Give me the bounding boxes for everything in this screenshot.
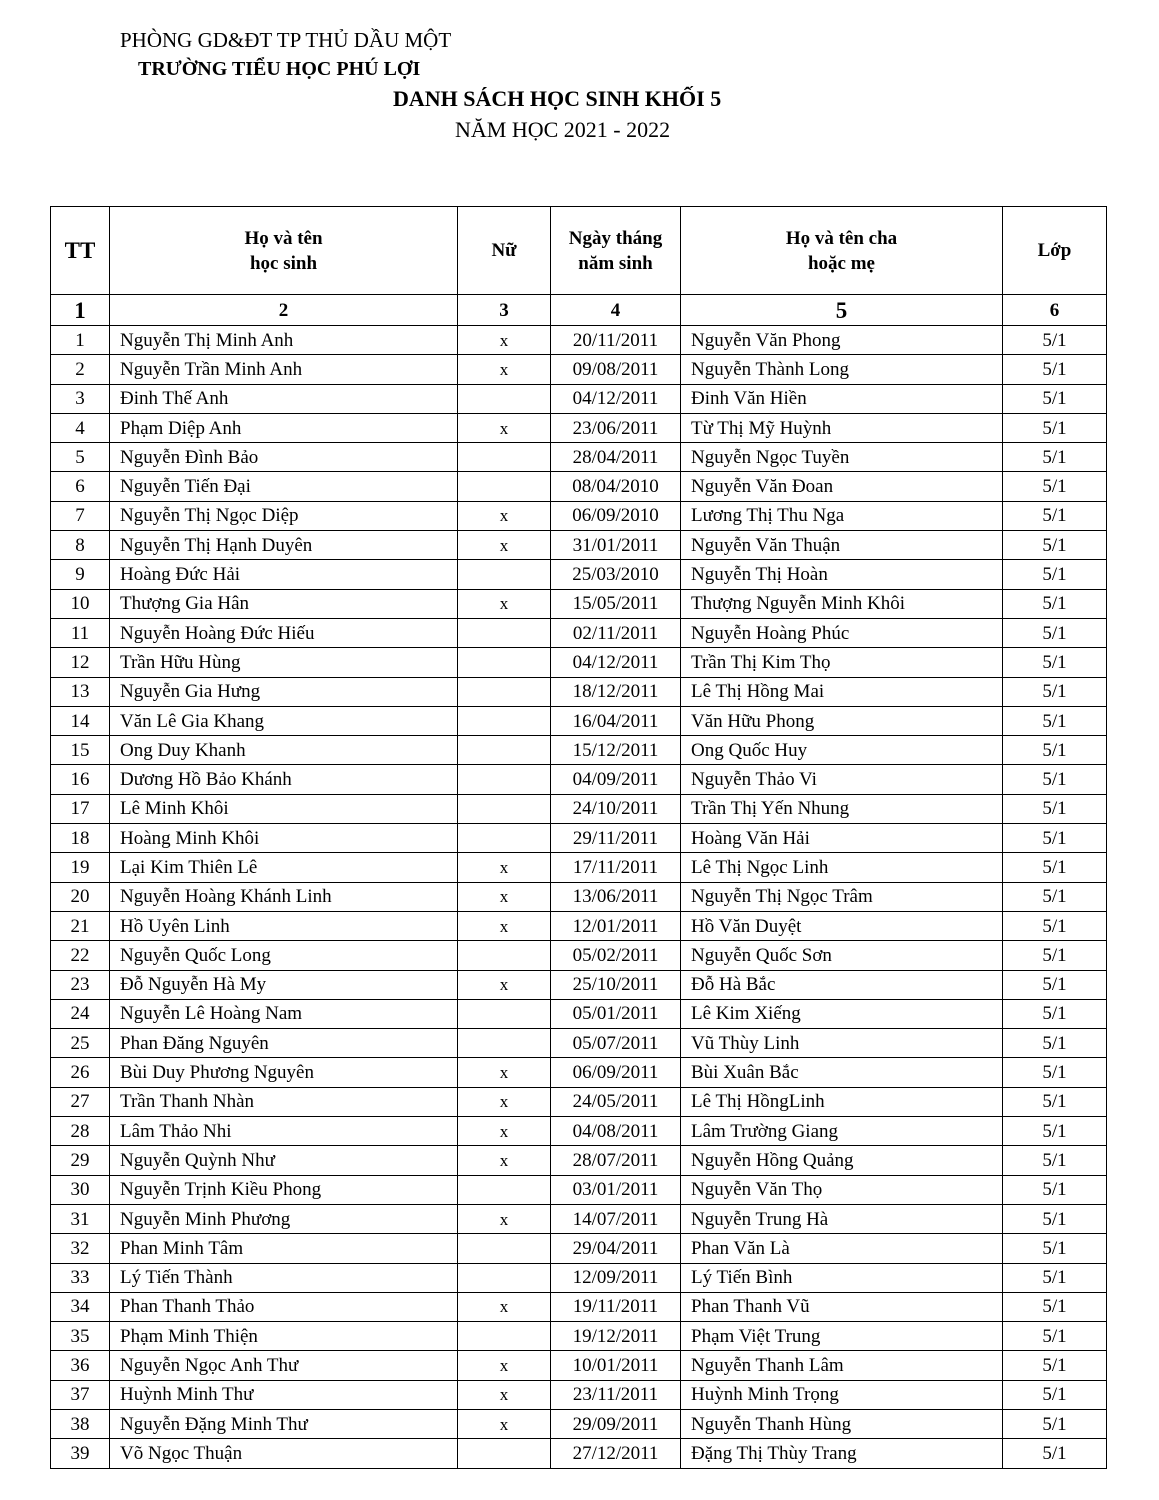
student-name: Bùi Duy Phương Nguyên: [110, 1058, 458, 1087]
parent-name: Lê Thị Ngọc Linh: [681, 853, 1003, 882]
class-name: 5/1: [1003, 677, 1107, 706]
table-row: [51, 1029, 1107, 1058]
female-mark: [458, 1439, 551, 1468]
parent-name: Từ Thị Mỹ Huỳnh: [681, 413, 1003, 442]
row-number: 30: [51, 1175, 110, 1204]
student-name: Nguyễn Ngọc Anh Thư: [110, 1351, 458, 1380]
student-name: Hồ Uyên Linh: [110, 911, 458, 940]
date-of-birth: 13/06/2011: [551, 882, 681, 911]
table-row: [51, 1380, 1107, 1409]
student-name: Nguyễn Trịnh Kiều Phong: [110, 1175, 458, 1204]
row-number: 38: [51, 1409, 110, 1438]
student-name: Phan Đăng Nguyên: [110, 1029, 458, 1058]
table-row: [51, 501, 1107, 530]
parent-name: Đặng Thị Thùy Trang: [681, 1439, 1003, 1468]
row-number: 20: [51, 882, 110, 911]
table-row: [51, 853, 1107, 882]
date-of-birth: 29/11/2011: [551, 824, 681, 853]
class-name: 5/1: [1003, 824, 1107, 853]
female-mark: x: [458, 1146, 551, 1175]
table-row: [51, 443, 1107, 472]
female-mark: x: [458, 1204, 551, 1233]
table-row: [51, 1292, 1107, 1321]
female-mark: [458, 999, 551, 1028]
student-name: Hoàng Đức Hải: [110, 560, 458, 589]
date-of-birth: 25/10/2011: [551, 970, 681, 999]
female-mark: [458, 618, 551, 647]
row-number: 14: [51, 706, 110, 735]
row-number: 34: [51, 1292, 110, 1321]
parent-name: Trần Thị Yến Nhung: [681, 794, 1003, 823]
class-name: 5/1: [1003, 1409, 1107, 1438]
date-of-birth: 23/11/2011: [551, 1380, 681, 1409]
student-name: Phan Thanh Thảo: [110, 1292, 458, 1321]
class-name: 5/1: [1003, 618, 1107, 647]
row-number: 15: [51, 736, 110, 765]
table-row: [51, 911, 1107, 940]
date-of-birth: 15/05/2011: [551, 589, 681, 618]
date-of-birth: 06/09/2010: [551, 501, 681, 530]
class-name: 5/1: [1003, 443, 1107, 472]
table-row: [51, 824, 1107, 853]
header-dob-line2: năm sinh: [578, 252, 653, 274]
row-number: 2: [51, 355, 110, 384]
table-row: [51, 355, 1107, 384]
date-of-birth: 18/12/2011: [551, 677, 681, 706]
row-number: 5: [51, 443, 110, 472]
class-name: 5/1: [1003, 1322, 1107, 1351]
parent-name: Văn Hữu Phong: [681, 706, 1003, 735]
date-of-birth: 31/01/2011: [551, 531, 681, 560]
female-mark: [458, 794, 551, 823]
table-row: [51, 531, 1107, 560]
row-number: 9: [51, 560, 110, 589]
student-name: Huỳnh Minh Thư: [110, 1380, 458, 1409]
class-name: 5/1: [1003, 648, 1107, 677]
date-of-birth: 12/01/2011: [551, 911, 681, 940]
student-name: Hoàng Minh Khôi: [110, 824, 458, 853]
class-name: 5/1: [1003, 1204, 1107, 1233]
school-year: NĂM HỌC 2021 - 2022: [455, 117, 671, 142]
female-mark: [458, 824, 551, 853]
table-row: [51, 794, 1107, 823]
class-name: 5/1: [1003, 1058, 1107, 1087]
female-mark: x: [458, 1409, 551, 1438]
parent-name: Hoàng Văn Hải: [681, 824, 1003, 853]
header-class: Lớp: [1003, 207, 1107, 295]
student-list-table: [50, 206, 1107, 1469]
school-name: TRƯỜNG TIỂU HỌC PHÚ LỢI: [138, 58, 421, 80]
student-name: Nguyễn Quỳnh Như: [110, 1146, 458, 1175]
table-row: [51, 384, 1107, 413]
parent-name: Lê Thị Hồng Mai: [681, 677, 1003, 706]
parent-name: Lê Thị HồngLinh: [681, 1087, 1003, 1116]
table-row: [51, 882, 1107, 911]
student-name: Nguyễn Thị Ngọc Diệp: [110, 501, 458, 530]
student-name: Nguyễn Đặng Minh Thư: [110, 1409, 458, 1438]
parent-name: Lý Tiến Bình: [681, 1263, 1003, 1292]
student-name: Văn Lê Gia Khang: [110, 706, 458, 735]
female-mark: x: [458, 501, 551, 530]
table-row: [51, 677, 1107, 706]
student-name: Trần Thanh Nhàn: [110, 1087, 458, 1116]
row-number: 39: [51, 1439, 110, 1468]
parent-name: Nguyễn Văn Đoan: [681, 472, 1003, 501]
parent-name: Nguyễn Văn Thuận: [681, 531, 1003, 560]
parent-name: Nguyễn Thanh Hùng: [681, 1409, 1003, 1438]
table-row: [51, 618, 1107, 647]
class-name: 5/1: [1003, 501, 1107, 530]
date-of-birth: 10/01/2011: [551, 1351, 681, 1380]
date-of-birth: 04/12/2011: [551, 648, 681, 677]
female-mark: [458, 648, 551, 677]
parent-name: Lê Kim Xiếng: [681, 999, 1003, 1028]
column-number: 6: [1003, 295, 1107, 326]
header-dob: [551, 207, 681, 295]
class-name: 5/1: [1003, 794, 1107, 823]
row-number: 10: [51, 589, 110, 618]
student-name: Nguyễn Thị Hạnh Duyên: [110, 531, 458, 560]
row-number: 31: [51, 1204, 110, 1233]
student-name: Nguyễn Hoàng Khánh Linh: [110, 882, 458, 911]
row-number: 22: [51, 941, 110, 970]
parent-name: Phan Thanh Vũ: [681, 1292, 1003, 1321]
parent-name: Nguyễn Hồng Quảng: [681, 1146, 1003, 1175]
class-name: 5/1: [1003, 1087, 1107, 1116]
table-row: [51, 1322, 1107, 1351]
student-name: Nguyễn Đình Bảo: [110, 443, 458, 472]
parent-name: Phan Văn Là: [681, 1234, 1003, 1263]
date-of-birth: 03/01/2011: [551, 1175, 681, 1204]
female-mark: [458, 443, 551, 472]
class-name: 5/1: [1003, 1351, 1107, 1380]
row-number: 29: [51, 1146, 110, 1175]
date-of-birth: 15/12/2011: [551, 736, 681, 765]
header-parent-name: [681, 207, 1003, 295]
row-number: 21: [51, 911, 110, 940]
class-name: 5/1: [1003, 589, 1107, 618]
female-mark: [458, 1322, 551, 1351]
date-of-birth: 27/12/2011: [551, 1439, 681, 1468]
parent-name: Lâm Trường Giang: [681, 1117, 1003, 1146]
parent-name: Nguyễn Quốc Sơn: [681, 941, 1003, 970]
table-row: [51, 472, 1107, 501]
student-name: Nguyễn Lê Hoàng Nam: [110, 999, 458, 1028]
parent-name: Nguyễn Thanh Lâm: [681, 1351, 1003, 1380]
table-row: [51, 1439, 1107, 1468]
female-mark: x: [458, 1292, 551, 1321]
row-number: 4: [51, 413, 110, 442]
table-row: [51, 999, 1107, 1028]
table-row: [51, 1409, 1107, 1438]
parent-name: Nguyễn Thị Ngọc Trâm: [681, 882, 1003, 911]
female-mark: x: [458, 1117, 551, 1146]
date-of-birth: 12/09/2011: [551, 1263, 681, 1292]
class-name: 5/1: [1003, 706, 1107, 735]
date-of-birth: 19/11/2011: [551, 1292, 681, 1321]
parent-name: Nguyễn Thảo Vi: [681, 765, 1003, 794]
class-name: 5/1: [1003, 1292, 1107, 1321]
student-name: Lý Tiến Thành: [110, 1263, 458, 1292]
table-row: [51, 648, 1107, 677]
row-number: 17: [51, 794, 110, 823]
row-number: 25: [51, 1029, 110, 1058]
row-number: 33: [51, 1263, 110, 1292]
female-mark: x: [458, 970, 551, 999]
class-name: 5/1: [1003, 736, 1107, 765]
table-row: [51, 1204, 1107, 1233]
table-row: [51, 413, 1107, 442]
class-name: 5/1: [1003, 560, 1107, 589]
table-row: [51, 706, 1107, 735]
female-mark: [458, 736, 551, 765]
parent-name: Hồ Văn Duyệt: [681, 911, 1003, 940]
row-number: 1: [51, 326, 110, 355]
student-name: Nguyễn Trần Minh Anh: [110, 355, 458, 384]
student-name: Phan Minh Tâm: [110, 1234, 458, 1263]
class-name: 5/1: [1003, 384, 1107, 413]
female-mark: [458, 560, 551, 589]
column-number: 4: [551, 295, 681, 326]
class-name: 5/1: [1003, 999, 1107, 1028]
class-name: 5/1: [1003, 853, 1107, 882]
date-of-birth: 25/03/2010: [551, 560, 681, 589]
class-name: 5/1: [1003, 531, 1107, 560]
row-number: 36: [51, 1351, 110, 1380]
student-name: Nguyễn Quốc Long: [110, 941, 458, 970]
row-number: 32: [51, 1234, 110, 1263]
parent-name: Nguyễn Văn Phong: [681, 326, 1003, 355]
class-name: 5/1: [1003, 472, 1107, 501]
student-name: Lê Minh Khôi: [110, 794, 458, 823]
row-number: 19: [51, 853, 110, 882]
female-mark: [458, 765, 551, 794]
parent-name: Nguyễn Thị Hoàn: [681, 560, 1003, 589]
date-of-birth: 23/06/2011: [551, 413, 681, 442]
header-student-name-line2: học sinh: [249, 252, 318, 274]
table-row: [51, 765, 1107, 794]
student-name: Nguyễn Tiến Đại: [110, 472, 458, 501]
parent-name: Nguyễn Hoàng Phúc: [681, 618, 1003, 647]
class-name: 5/1: [1003, 1029, 1107, 1058]
date-of-birth: 17/11/2011: [551, 853, 681, 882]
female-mark: x: [458, 1058, 551, 1087]
row-number: 26: [51, 1058, 110, 1087]
class-name: 5/1: [1003, 970, 1107, 999]
student-name: Thượng Gia Hân: [110, 589, 458, 618]
class-name: 5/1: [1003, 326, 1107, 355]
female-mark: [458, 1175, 551, 1204]
student-name: Nguyễn Hoàng Đức Hiếu: [110, 618, 458, 647]
class-name: 5/1: [1003, 765, 1107, 794]
female-mark: x: [458, 355, 551, 384]
parent-name: Huỳnh Minh Trọng: [681, 1380, 1003, 1409]
female-mark: x: [458, 882, 551, 911]
date-of-birth: 28/04/2011: [551, 443, 681, 472]
female-mark: [458, 706, 551, 735]
date-of-birth: 08/04/2010: [551, 472, 681, 501]
column-number: 3: [458, 295, 551, 326]
student-name: Nguyễn Thị Minh Anh: [110, 326, 458, 355]
female-mark: x: [458, 413, 551, 442]
table-row: [51, 1058, 1107, 1087]
table-header-row: [51, 207, 1107, 295]
table-row: [51, 1263, 1107, 1292]
row-number: 6: [51, 472, 110, 501]
student-name: Phạm Minh Thiện: [110, 1322, 458, 1351]
female-mark: x: [458, 1087, 551, 1116]
date-of-birth: 09/08/2011: [551, 355, 681, 384]
date-of-birth: 14/07/2011: [551, 1204, 681, 1233]
date-of-birth: 29/04/2011: [551, 1234, 681, 1263]
parent-name: Vũ Thùy Linh: [681, 1029, 1003, 1058]
student-name: Lâm Thảo Nhi: [110, 1117, 458, 1146]
class-name: 5/1: [1003, 1234, 1107, 1263]
class-name: 5/1: [1003, 1439, 1107, 1468]
parent-name: Bùi Xuân Bắc: [681, 1058, 1003, 1087]
table-row: [51, 736, 1107, 765]
female-mark: [458, 472, 551, 501]
column-number: 2: [110, 295, 458, 326]
header-dob-line1: Ngày tháng: [568, 227, 663, 249]
female-mark: x: [458, 531, 551, 560]
row-number: 37: [51, 1380, 110, 1409]
column-number-row: [51, 295, 1107, 326]
table-row: [51, 560, 1107, 589]
parent-name: Đinh Văn Hiền: [681, 384, 1003, 413]
header-female: Nữ: [458, 207, 551, 295]
column-number: 1: [51, 295, 110, 326]
parent-name: Nguyễn Trung Hà: [681, 1204, 1003, 1233]
female-mark: [458, 677, 551, 706]
table-row: [51, 1117, 1107, 1146]
parent-name: Nguyễn Thành Long: [681, 355, 1003, 384]
date-of-birth: 05/02/2011: [551, 941, 681, 970]
parent-name: Nguyễn Ngọc Tuyền: [681, 443, 1003, 472]
table-row: [51, 1351, 1107, 1380]
column-number: 5: [681, 295, 1003, 326]
class-name: 5/1: [1003, 1263, 1107, 1292]
student-name: Lại Kim Thiên Lê: [110, 853, 458, 882]
parent-name: Lương Thị Thu Nga: [681, 501, 1003, 530]
female-mark: [458, 941, 551, 970]
row-number: 8: [51, 531, 110, 560]
table-row: [51, 1087, 1107, 1116]
student-name: Đinh Thế Anh: [110, 384, 458, 413]
female-mark: x: [458, 1351, 551, 1380]
document-title: DANH SÁCH HỌC SINH KHỐI 5: [393, 86, 722, 111]
class-name: 5/1: [1003, 941, 1107, 970]
student-name: Ong Duy Khanh: [110, 736, 458, 765]
class-name: 5/1: [1003, 882, 1107, 911]
table-row: [51, 970, 1107, 999]
header-student-name: [110, 207, 458, 295]
parent-name: Trần Thị Kim Thọ: [681, 648, 1003, 677]
row-number: 24: [51, 999, 110, 1028]
student-name: Nguyễn Gia Hưng: [110, 677, 458, 706]
table-row: [51, 589, 1107, 618]
row-number: 27: [51, 1087, 110, 1116]
parent-name: Nguyễn Văn Thọ: [681, 1175, 1003, 1204]
row-number: 12: [51, 648, 110, 677]
date-of-birth: 04/08/2011: [551, 1117, 681, 1146]
student-name: Dương Hồ Bảo Khánh: [110, 765, 458, 794]
row-number: 28: [51, 1117, 110, 1146]
class-name: 5/1: [1003, 1175, 1107, 1204]
header-parent-line2: hoặc mẹ: [807, 252, 875, 274]
row-number: 3: [51, 384, 110, 413]
class-name: 5/1: [1003, 1146, 1107, 1175]
date-of-birth: 02/11/2011: [551, 618, 681, 647]
female-mark: x: [458, 853, 551, 882]
row-number: 35: [51, 1322, 110, 1351]
parent-name: Ong Quốc Huy: [681, 736, 1003, 765]
student-name: Đỗ Nguyễn Hà My: [110, 970, 458, 999]
class-name: 5/1: [1003, 911, 1107, 940]
date-of-birth: 24/10/2011: [551, 794, 681, 823]
female-mark: [458, 384, 551, 413]
header-student-name-line1: Họ và tên: [244, 227, 323, 249]
row-number: 7: [51, 501, 110, 530]
table-row: [51, 1234, 1107, 1263]
date-of-birth: 19/12/2011: [551, 1322, 681, 1351]
table-row: [51, 326, 1107, 355]
female-mark: x: [458, 911, 551, 940]
row-number: 11: [51, 618, 110, 647]
female-mark: [458, 1263, 551, 1292]
class-name: 5/1: [1003, 1380, 1107, 1409]
row-number: 23: [51, 970, 110, 999]
date-of-birth: 20/11/2011: [551, 326, 681, 355]
student-name: Phạm Diệp Anh: [110, 413, 458, 442]
table-row: [51, 1175, 1107, 1204]
student-name: Võ Ngọc Thuận: [110, 1439, 458, 1468]
date-of-birth: 05/07/2011: [551, 1029, 681, 1058]
department-name: PHÒNG GD&ĐT TP THỦ DẦU MỘT: [120, 28, 452, 52]
parent-name: Đỗ Hà Bắc: [681, 970, 1003, 999]
female-mark: x: [458, 1380, 551, 1409]
row-number: 13: [51, 677, 110, 706]
row-number: 16: [51, 765, 110, 794]
class-name: 5/1: [1003, 355, 1107, 384]
female-mark: x: [458, 326, 551, 355]
parent-name: Thượng Nguyễn Minh Khôi: [681, 589, 1003, 618]
class-name: 5/1: [1003, 1117, 1107, 1146]
class-name: 5/1: [1003, 413, 1107, 442]
female-mark: [458, 1029, 551, 1058]
female-mark: [458, 1234, 551, 1263]
parent-name: Phạm Việt Trung: [681, 1322, 1003, 1351]
table-row: [51, 1146, 1107, 1175]
date-of-birth: 04/12/2011: [551, 384, 681, 413]
date-of-birth: 05/01/2011: [551, 999, 681, 1028]
date-of-birth: 24/05/2011: [551, 1087, 681, 1116]
date-of-birth: 16/04/2011: [551, 706, 681, 735]
table-row: [51, 941, 1107, 970]
header-tt: TT: [51, 207, 110, 295]
student-name: Trần Hữu Hùng: [110, 648, 458, 677]
header-parent-line1: Họ và tên cha: [785, 227, 898, 249]
student-name: Nguyễn Minh Phương: [110, 1204, 458, 1233]
female-mark: x: [458, 589, 551, 618]
date-of-birth: 29/09/2011: [551, 1409, 681, 1438]
row-number: 18: [51, 824, 110, 853]
date-of-birth: 06/09/2011: [551, 1058, 681, 1087]
date-of-birth: 04/09/2011: [551, 765, 681, 794]
date-of-birth: 28/07/2011: [551, 1146, 681, 1175]
